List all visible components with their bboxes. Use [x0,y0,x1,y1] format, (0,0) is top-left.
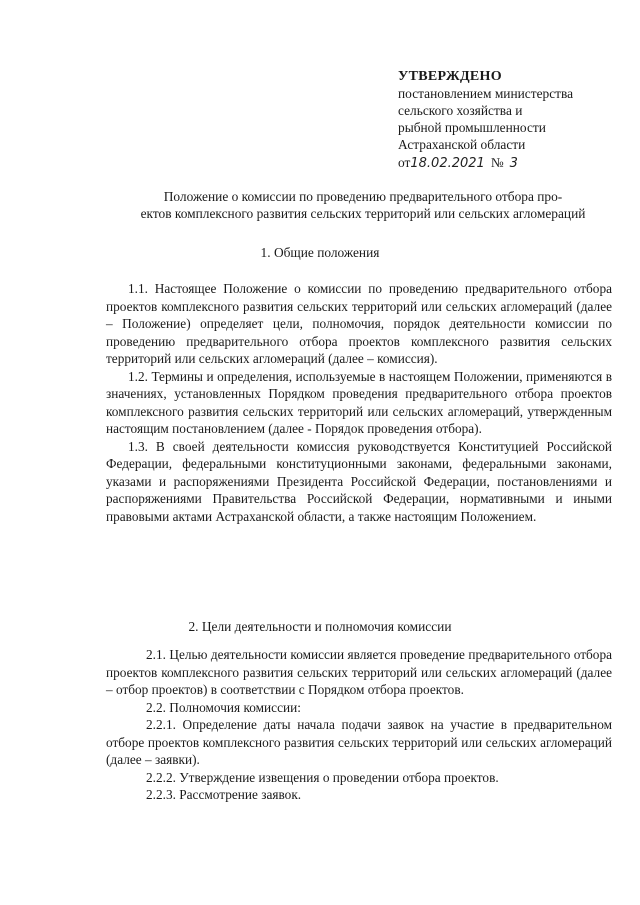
paragraph-1-2: 1.2. Термины и определения, используемые в настоящем Положении, применяются в значениях, установленных Порядком проведения предварительного отбора проектов комплексного развития сельских территорий или сельских агломераций, утвержденным настоящим постановлением (далее - Порядок проведения отбора). [106,368,612,436]
paragraph-2-2-3: 2.2.3. Рассмотрение заявок. [146,787,302,802]
handwritten-date: 18.02.2021 [410,156,485,171]
stamp-title: УТВЕРЖДЕНО [398,69,502,84]
paragraph-2-1: 2.1. Целью деятельности комиссии является проведение предварительного отбора проектов комплексного развития сельских территорий или сельских агломераций (далее – отбор проектов) в соответствии с Порядком отбора проектов. [106,647,612,697]
approval-stamp [398,68,573,172]
stamp-line: рыбной промышленности [398,120,546,135]
paragraph-1-1: 1.1. Настоящее Положение о комиссии по проведению предварительного отбора проектов комплексного развития сельских территорий или сельских агломераций (далее – Положение) определяет цели, полномочия, порядок деятельности комиссии по проведению предварительного отбора проектов комплексного развития сельских территорий или сельских агломераций (далее – комиссия). [106,281,612,366]
date-prefix: от [398,155,411,170]
document-title [108,188,618,222]
stamp-date-line [398,154,573,172]
section-2-body [106,646,612,804]
section-1-heading: 1. Общие положения [260,245,380,260]
number-prefix: № [490,155,504,170]
section-2-heading: 2. Цели деятельности и полномочия комиссии [188,619,452,634]
stamp-line: Астраханской области [398,137,526,152]
paragraph-1-3: 1.3. В своей деятельности комиссия руководствуется Конституцией Российской Федерации, федеральными конституционными законами, федеральными законами, указами и распоряжениями Президента Российской Федерации, постановлениями и распоряжениями Правительства Российской Федерации, нормативными и иными правовыми актами Астраханской области, а также настоящим Положением. [106,438,612,524]
stamp-line: постановлением министерства [398,86,574,101]
title-line: Положение о комиссии по проведению предварительного отбора про- [163,189,563,204]
paragraph-2-2-2: 2.2.2. Утверждение извещения о проведении отбора проектов. [146,769,499,785]
section-1-body [106,280,612,525]
paragraph-2-2-1: 2.2.1. Определение даты начала подачи заявок на участие в предварительном отборе проектов комплексного развития сельских территорий или сельских агломераций (далее – заявки). [106,717,612,767]
stamp-line: сельского хозяйства и [398,103,523,118]
handwritten-number: 3 [509,156,518,171]
title-line: ектов комплексного развития сельских территорий или сельских агломераций [140,206,586,221]
paragraph-2-2: 2.2. Полномочия комиссии: [146,699,301,715]
